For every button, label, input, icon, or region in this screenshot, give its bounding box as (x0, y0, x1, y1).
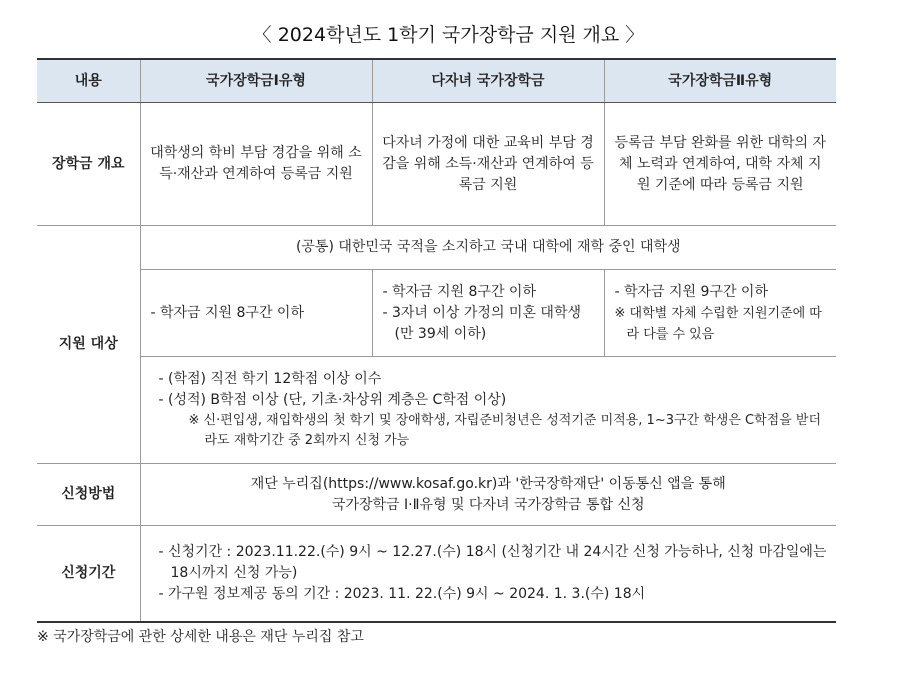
eligibility-academic-row (37, 357, 836, 464)
scholarship-overview-table (37, 58, 836, 623)
method-line1: 재단 누리집(https://www.kosaf.go.kr)과 '한국장학재단' 이동통신 앱을 통해 (250, 475, 726, 492)
eligibility-types-row (37, 270, 836, 357)
overview-row (37, 103, 836, 226)
header-content: 내용 (37, 59, 140, 103)
header-multi-child: 다자녀 국가장학금 (372, 59, 604, 103)
period-consent: - 가구원 정보제공 동의 기간 : 2023. 11. 22.(수) 9시 ~ 2024. 1. 3.(수) 18시 (158, 585, 646, 602)
method-line2: 국가장학금 Ⅰ·Ⅱ유형 및 다자녀 국가장학금 통합 신청 (331, 496, 645, 513)
eligibility-grade: - (성적) B학점 이상 (단, 기초·차상위 계층은 C학점 이상) (158, 392, 507, 408)
method-label: 신청방법 (37, 464, 140, 526)
method-row (37, 464, 836, 526)
eligibility-multi-child (372, 270, 604, 357)
header-type2: 국가장학금Ⅱ유형 (604, 59, 836, 103)
overview-type1: 대학생의 학비 부담 경감을 위해 소득·재산과 연계하여 등록금 지원 (140, 103, 372, 226)
header-type1: 국가장학금Ⅰ유형 (140, 59, 372, 103)
eligibility-grade-note: ※ 신·편입생, 재입학생의 첫 학기 및 장애학생, 자립준비청년은 성적기준 미적용, 1~3구간 학생은 C학점을 받더라도 재학기간 중 2회까지 신청 가능 (188, 413, 822, 448)
eligibility-type2-note: ※ 대학별 자체 수립한 지원기준에 따라 다를 수 있음 (614, 305, 822, 342)
eligibility-multi-children: - 3자녀 이상 가정의 미혼 대학생(만 39세 이하) (382, 304, 581, 342)
overview-multi-child: 다자녀 가정에 대한 교육비 부담 경감을 위해 소득·재산과 연계하여 등록금 지원 (372, 103, 604, 226)
eligibility-type1: - 학자금 지원 8구간 이하 (140, 270, 372, 357)
eligibility-type2-income: - 학자금 지원 9구간 이하 (614, 283, 768, 300)
overview-type2: 등록금 부담 완화를 위한 대학의 자체 노력과 연계하여, 대학 자체 지원 기준에 따라 등록금 지원 (604, 103, 836, 226)
eligibility-multi-income: - 학자금 지원 8구간 이하 (382, 283, 536, 300)
eligibility-common: (공통) 대한민국 국적을 소지하고 국내 대학에 재학 중인 대학생 (140, 226, 836, 270)
period-apply: - 신청기간 : 2023.11.22.(수) 9시 ~ 12.27.(수) 18시 (신청기간 내 24시간 신청 가능하나, 신청 마감일에는 18시까지 신청 가능) (158, 543, 827, 581)
eligibility-credit: - (학점) 직전 학기 12학점 이상 이수 (158, 371, 382, 387)
period-row (37, 526, 836, 622)
period-content (140, 526, 836, 622)
eligibility-academic (140, 357, 836, 464)
page-title: 〈 2024학년도 1학기 국가장학금 지원 개요 〉 (252, 24, 645, 46)
eligibility-label: 지원 대상 (37, 226, 140, 464)
header-row (37, 59, 836, 103)
period-label: 신청기간 (37, 526, 140, 622)
method-content (140, 464, 836, 526)
eligibility-common-row (37, 226, 836, 270)
overview-label: 장학금 개요 (37, 103, 140, 226)
eligibility-type2 (604, 270, 836, 357)
footnote: ※ 국가장학금에 관한 상세한 내용은 재단 누리집 참고 (37, 629, 364, 645)
